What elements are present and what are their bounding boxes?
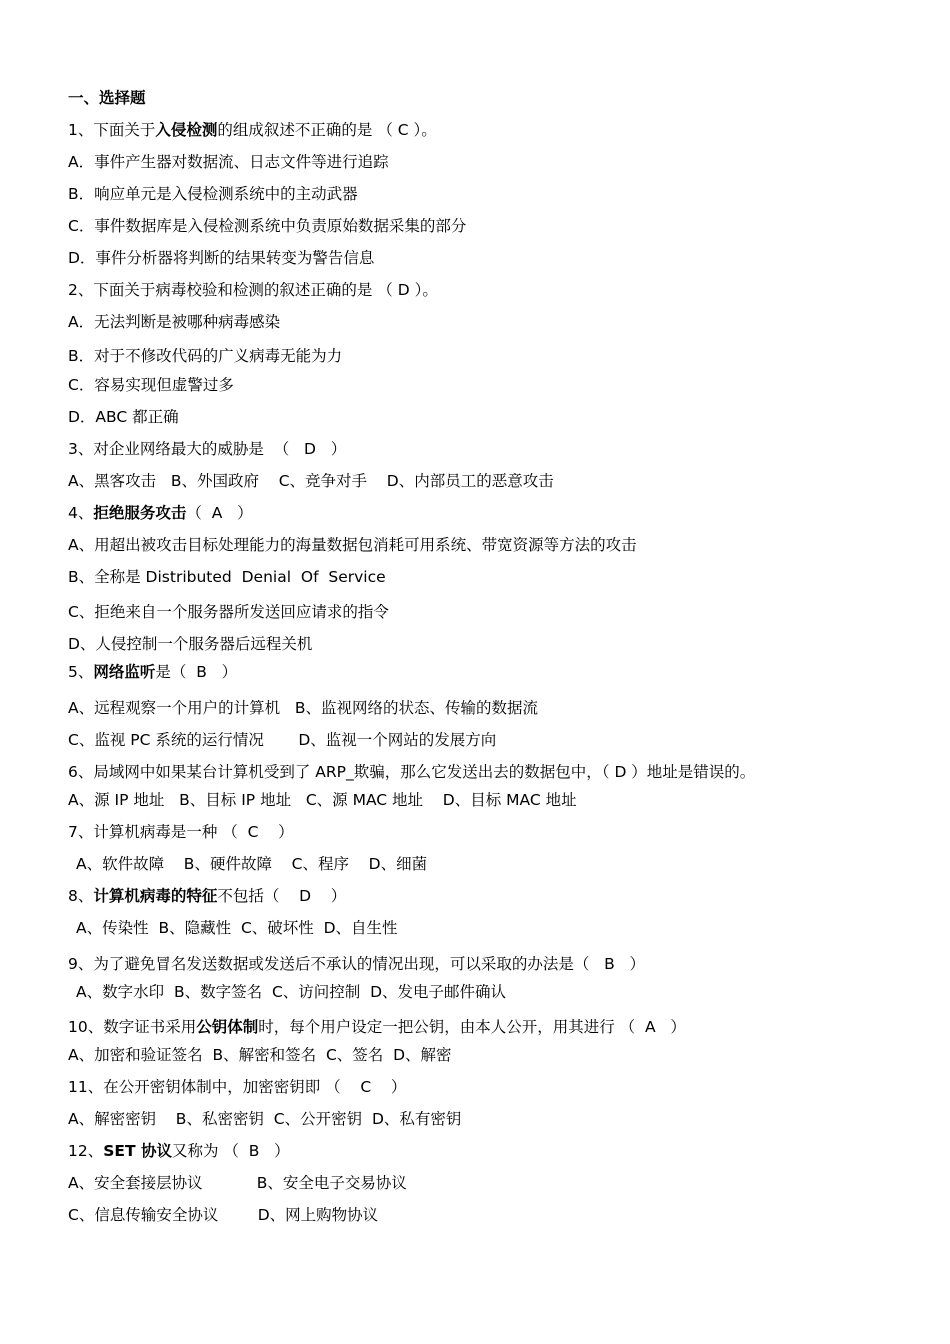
question-2-option-c: C．容易实现但虚警过多 (68, 376, 234, 394)
question-4-option-d: D、人侵控制一个服务器后远程关机 (68, 635, 313, 653)
question-7: 7、计算机病毒是一种 （ C ） (68, 823, 294, 841)
question-10-options: A、加密和验证签名 B、解密和签名 C、签名 D、解密 (68, 1046, 452, 1064)
question-1-option-c: C．事件数据库是入侵检测系统中负责原始数据采集的部分 (68, 217, 467, 235)
question-1: 1、下面关于入侵检测的组成叙述不正确的是 （ C ）。 (68, 121, 437, 139)
question-4-option-c: C、拒绝来自一个服务器所发送回应请求的指令 (68, 603, 389, 621)
question-2-option-b: B．对于不修改代码的广义病毒无能为力 (68, 347, 343, 365)
question-8: 8、计算机病毒的特征不包括（ D ） (68, 887, 347, 905)
question-2-option-a: A．无法判断是被哪种病毒感染 (68, 313, 281, 331)
question-2-option-d: D．ABC 都正确 (68, 408, 179, 426)
question-9: 9、为了避免冒名发送数据或发送后不承认的情况出现，可以采取的办法是（ B ） (68, 955, 646, 973)
question-7-options: A、软件故障 B、硬件故障 C、程序 D、细菌 (76, 855, 428, 873)
question-1-option-b: B．响应单元是入侵检测系统中的主动武器 (68, 185, 358, 203)
question-8-options: A、传染性 B、隐藏性 C、破坏性 D、自生性 (76, 919, 398, 937)
question-10: 10、数字证书采用公钥体制时，每个用户设定一把公钥，由本人公开，用其进行 （ A ） (68, 1018, 686, 1036)
question-4: 4、拒绝服务攻击（ A ） (68, 504, 253, 522)
question-6: 6、局域网中如果某台计算机受到了 ARP_欺骗，那么它发送出去的数据包中，（ D ）地址是错误的。 (68, 763, 756, 781)
question-9-options: A、数字水印 B、数字签名 C、访问控制 D、发电子邮件确认 (76, 983, 507, 1001)
question-12: 12、SET 协议又称为 （ B ） (68, 1142, 290, 1160)
question-5-options-cd: C、监视 PC 系统的运行情况 D、监视一个网站的发展方向 (68, 731, 497, 749)
question-12-options-cd: C、信息传输安全协议 D、网上购物协议 (68, 1206, 379, 1224)
question-12-options-ab: A、安全套接层协议 B、安全电子交易协议 (68, 1174, 407, 1192)
question-6-options: A、源 IP 地址 B、目标 IP 地址 C、源 MAC 地址 D、目标 MAC 地址 (68, 791, 577, 809)
question-4-option-b: B、全称是 Distributed Denial Of Service (68, 568, 386, 586)
question-11: 11、在公开密钥体制中，加密密钥即 （ C ） (68, 1078, 407, 1096)
question-4-option-a: A、用超出被攻击目标处理能力的海量数据包消耗可用系统、带宽资源等方法的攻击 (68, 536, 637, 554)
question-5-options-ab: A、远程观察一个用户的计算机 B、监视网络的状态、传输的数据流 (68, 699, 539, 717)
question-1-option-a: A．事件产生器对数据流、日志文件等进行追踪 (68, 153, 389, 171)
question-5: 5、网络监听是（ B ） (68, 663, 238, 681)
question-2: 2、下面关于病毒校验和检测的叙述正确的是 （ D ）。 (68, 281, 438, 299)
question-1-option-d: D．事件分析器将判断的结果转变为警告信息 (68, 249, 375, 267)
question-3-options: A、黑客攻击 B、外国政府 C、竞争对手 D、内部员工的恶意攻击 (68, 472, 554, 490)
question-3: 3、对企业网络最大的威胁是 （ D ） (68, 440, 347, 458)
question-11-options: A、解密密钥 B、私密密钥 C、公开密钥 D、私有密钥 (68, 1110, 462, 1128)
section-title: 一、选择题 (68, 89, 146, 107)
